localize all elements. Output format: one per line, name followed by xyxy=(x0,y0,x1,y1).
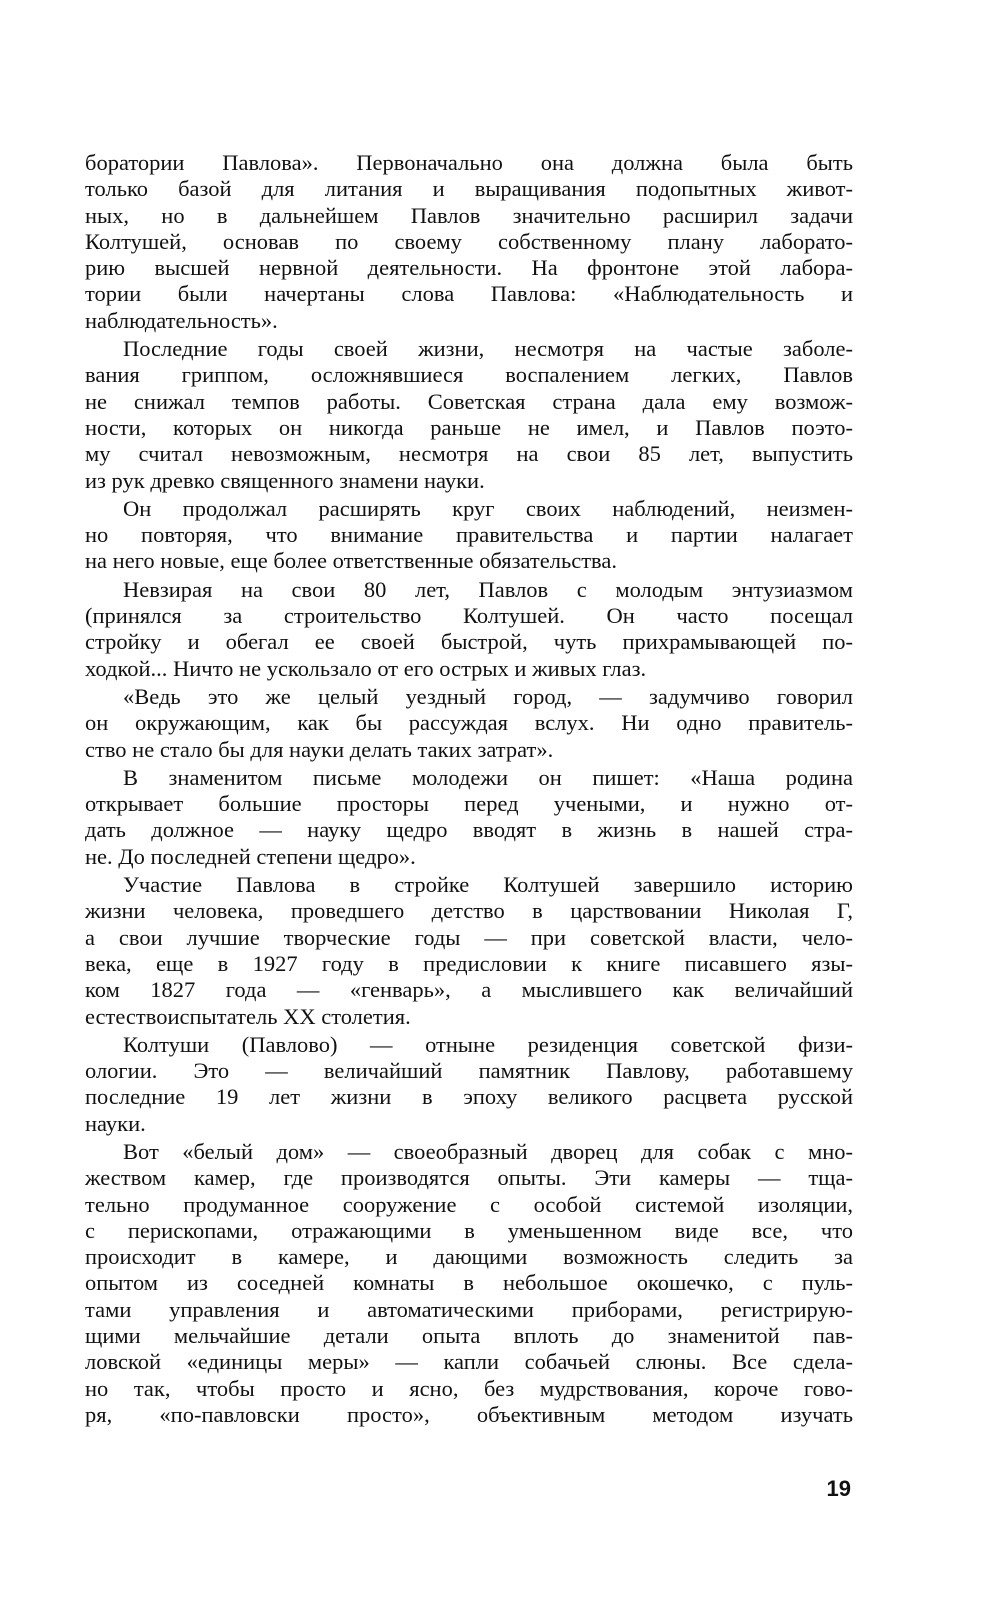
text-line: из рук древко священного знамени науки. xyxy=(85,467,485,493)
text-line: «Ведь это же целый уездный город, — задумчиво говорил xyxy=(123,683,853,709)
text-line: не снижал темпов работы. Советская страна дала ему возмож- xyxy=(85,388,853,414)
text-line: он окружающим, как бы рассуждая вслух. Ни одно правитель- xyxy=(85,710,853,736)
text-line: только базой для литания и выращивания подопытных живот- xyxy=(85,176,853,202)
text-line: века, еще в 1927 году в предисловии к книге писавшего язы- xyxy=(85,950,853,976)
paragraph xyxy=(85,765,853,870)
text-line: Колтушей, основав по своему собственному плану лаборато- xyxy=(85,228,853,254)
text-line: щими мельчайшие детали опыта вплоть до знаменитой пав- xyxy=(85,1323,853,1349)
text-line: Колтуши (Павлово) — отныне резиденция советской физи- xyxy=(123,1031,853,1057)
text-line: тории были начертаны слова Павлова: «Наблюдательность и xyxy=(85,281,853,307)
paragraph xyxy=(85,872,853,1030)
text-line: ходкой... Ничто не ускользало от его острых и живых глаз. xyxy=(85,655,647,681)
text-line: Невзирая на свои 80 лет, Павлов с молодым энтузиазмом xyxy=(123,576,853,602)
text-line: Вот «белый дом» — своеобразный дворец для собак с мно- xyxy=(123,1138,853,1164)
text-line: с перископами, отражающими в уменьшенном виде все, что xyxy=(85,1217,853,1243)
paragraph xyxy=(85,684,853,763)
paragraph xyxy=(85,577,853,682)
text-line: В знаменитом письме молодежи он пишет: «Наша родина xyxy=(123,764,853,790)
paragraph xyxy=(85,1032,853,1137)
text-line: вания гриппом, осложнявшиеся воспалением легких, Павлов xyxy=(85,362,853,388)
text-line: естествоиспытатель XX столетия. xyxy=(85,1003,411,1029)
text-line: жизни человека, проведшего детство в царствовании Николая Г, xyxy=(85,898,853,924)
text-line: опытом из соседней комнаты в небольшое окошечко, с пуль- xyxy=(85,1270,853,1296)
text-line: ловской «единицы меры» — капли собачьей слюны. Все сдела- xyxy=(85,1349,853,1375)
text-line: наблюдательность». xyxy=(85,307,278,333)
paragraph xyxy=(85,336,853,494)
text-line: Последние годы своей жизни, несмотря на частые заболе- xyxy=(123,336,853,362)
text-line: ком 1827 года — «генварь», а мыслившего как величайший xyxy=(85,977,853,1003)
paragraph xyxy=(85,496,853,575)
text-line: жеством камер, где производятся опыты. Эти камеры — тща- xyxy=(85,1165,853,1191)
text-line: ологии. Это — величайший памятник Павлову, работавшему xyxy=(85,1058,853,1084)
text-line: ности, которых он никогда раньше не имел, и Павлов поэто- xyxy=(85,414,853,440)
text-line: но так, чтобы просто и ясно, без мудрствования, короче гово- xyxy=(85,1375,853,1401)
text-line: открывает большие просторы перед учеными, и нужно от- xyxy=(85,791,853,817)
text-line: стройку и обегал ее своей быстрой, чуть прихрамывающей по- xyxy=(85,629,853,655)
text-line: последние 19 лет жизни в эпоху великого расцвета русской xyxy=(85,1084,853,1110)
text-line: дать должное — науку щедро вводят в жизнь в нашей стра- xyxy=(85,817,853,843)
paragraph xyxy=(85,1139,853,1428)
text-line: не. До последней степени щедро». xyxy=(85,843,416,869)
text-line: Он продолжал расширять круг своих наблюдений, неизмен- xyxy=(123,495,853,521)
text-line: (принялся за строительство Колтушей. Он часто посещал xyxy=(85,603,853,629)
text-line: ство не стало бы для науки делать таких затрат». xyxy=(85,736,554,762)
text-line: а свои лучшие творческие годы — при советской власти, чело- xyxy=(85,924,853,950)
text-line: рию высшей нервной деятельности. На фронтоне этой лабора- xyxy=(85,255,853,281)
text-line: науки. xyxy=(85,1110,146,1136)
page-number: 19 xyxy=(826,1476,851,1501)
body-text xyxy=(85,150,853,1428)
text-line: но повторяя, что внимание правительства и партии налагает xyxy=(85,522,853,548)
text-line: му считал невозможным, несмотря на свои 85 лет, выпустить xyxy=(85,441,853,467)
text-line: Участие Павлова в стройке Колтушей завершило историю xyxy=(123,872,853,898)
text-line: на него новые, еще более ответственные обязательства. xyxy=(85,548,617,574)
text-line: тами управления и автоматическими приборами, регистрирую- xyxy=(85,1296,853,1322)
paragraph xyxy=(85,150,853,334)
text-line: тельно продуманное сооружение с особой системой изоляции, xyxy=(85,1191,853,1217)
text-line: происходит в камере, и дающими возможность следить за xyxy=(85,1244,853,1270)
text-line: боратории Павлова». Первоначально она должна была быть xyxy=(85,150,853,175)
text-line: ря, «по-павловски просто», объективным методом изучать xyxy=(85,1401,853,1427)
text-line: ных, но в дальнейшем Павлов значительно расширил задачи xyxy=(85,202,853,228)
